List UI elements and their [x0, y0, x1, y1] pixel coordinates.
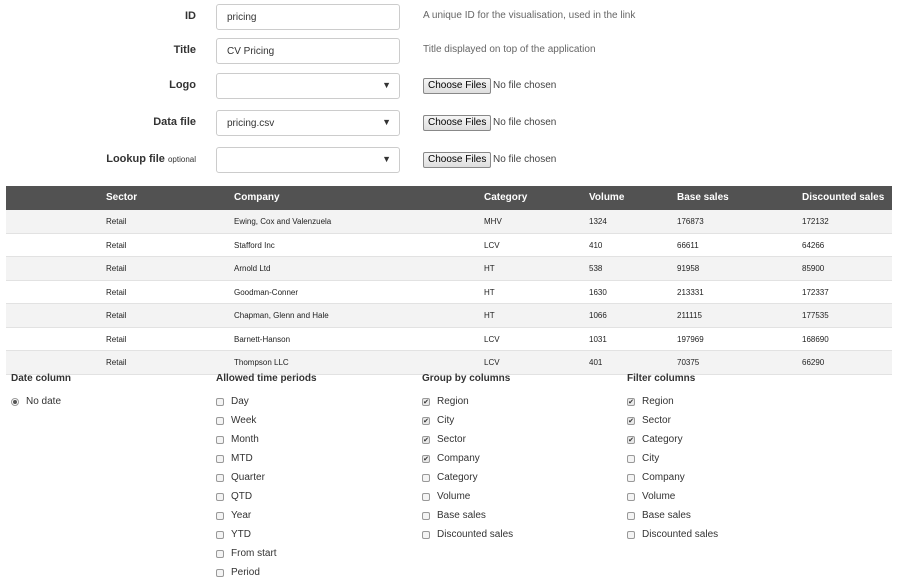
- title-row: [0, 38, 914, 64]
- cell-sector: Retail: [106, 240, 127, 250]
- logo-select[interactable]: [216, 73, 400, 99]
- group-by-heading: Group by columns: [422, 373, 511, 384]
- title-input[interactable]: [216, 38, 400, 64]
- time-period-qtd[interactable]: [216, 491, 317, 510]
- date-option-no-date[interactable]: [11, 396, 71, 415]
- time-period-label: Year: [231, 510, 252, 521]
- cell-volume: 1324: [589, 217, 607, 226]
- checkbox-icon[interactable]: [216, 550, 224, 558]
- header-volume: Volume: [589, 192, 625, 203]
- time-period-label: QTD: [231, 491, 253, 502]
- cell-sector: Retail: [106, 358, 127, 367]
- cell-category: LCV: [484, 334, 500, 344]
- filter-region[interactable]: [627, 396, 718, 415]
- checkbox-icon[interactable]: [216, 417, 224, 425]
- table-row: [6, 210, 892, 234]
- cell-sector: Retail: [106, 217, 127, 226]
- checkbox-icon[interactable]: [216, 531, 224, 539]
- table-body: [6, 210, 892, 375]
- group-by-city[interactable]: [422, 415, 513, 434]
- checkbox-icon[interactable]: [627, 455, 635, 463]
- filter-category[interactable]: [627, 434, 718, 453]
- group-by-sector[interactable]: [422, 434, 513, 453]
- table-header: [6, 186, 892, 210]
- cell-base-sales: 197969: [677, 334, 704, 344]
- group-by-volume[interactable]: [422, 491, 513, 510]
- time-periods-heading: Allowed time periods: [216, 373, 317, 384]
- data-file-label: Data file: [153, 116, 196, 128]
- time-period-label: YTD: [231, 529, 251, 540]
- group-by-section: [422, 373, 513, 548]
- title-label: Title: [173, 44, 196, 56]
- data-file-select[interactable]: [216, 110, 400, 136]
- checkbox-icon[interactable]: [627, 531, 635, 539]
- id-row: [0, 4, 914, 30]
- checkmark-icon[interactable]: ✔: [628, 418, 634, 425]
- group-by-label: Volume: [437, 491, 471, 502]
- time-period-ytd[interactable]: [216, 529, 317, 548]
- group-by-label: Base sales: [437, 510, 486, 521]
- id-label: ID: [185, 10, 196, 22]
- table-row: [6, 234, 892, 258]
- caret-down-icon: ▼: [382, 154, 391, 164]
- group-by-label: Discounted sales: [437, 529, 514, 540]
- checkbox-icon[interactable]: [216, 436, 224, 444]
- header-company: Company: [234, 192, 280, 203]
- time-period-mtd[interactable]: [216, 453, 317, 472]
- checkmark-icon[interactable]: ✔: [423, 456, 429, 463]
- cell-category: HT: [484, 311, 495, 320]
- checkbox-icon[interactable]: [216, 493, 224, 501]
- filter-label: Volume: [642, 491, 676, 502]
- group-by-label: City: [437, 415, 455, 426]
- time-period-month[interactable]: [216, 434, 317, 453]
- logo-row: [0, 73, 914, 99]
- date-column-heading: Date column: [11, 373, 72, 384]
- caret-down-icon: ▼: [382, 80, 391, 90]
- filter-discounted-sales[interactable]: [627, 529, 718, 548]
- group-by-label: Region: [437, 396, 469, 407]
- cell-base-sales: 91958: [677, 264, 700, 273]
- header-discounted-sales: Discounted sales: [802, 192, 885, 203]
- group-by-category[interactable]: [422, 472, 513, 491]
- table-row: [6, 257, 892, 281]
- time-period-label: Day: [231, 396, 249, 407]
- cell-discounted-sales: 64266: [802, 240, 825, 250]
- data-preview-table[interactable]: [6, 186, 892, 367]
- filter-label: Sector: [642, 415, 671, 426]
- lookup-file-row: [0, 147, 914, 173]
- cell-volume: 401: [589, 358, 603, 367]
- logo-label: Logo: [169, 79, 196, 91]
- cell-company: Arnold Ltd: [234, 264, 271, 273]
- group-by-label: Company: [437, 453, 480, 464]
- cell-category: HT: [484, 264, 495, 273]
- checkbox-icon[interactable]: [627, 512, 635, 520]
- time-period-label: Quarter: [231, 472, 265, 483]
- radio-selected-icon[interactable]: [11, 398, 19, 406]
- time-periods-section: [216, 373, 317, 586]
- cell-category: HT: [484, 287, 495, 297]
- filter-label: Region: [642, 396, 674, 407]
- cell-company: Chapman, Glenn and Hale: [234, 311, 329, 320]
- id-input[interactable]: [216, 4, 400, 30]
- checkbox-icon[interactable]: [627, 474, 635, 482]
- date-column-section: [11, 373, 71, 415]
- logo-file-status: No file chosen: [493, 80, 557, 91]
- checkbox-icon[interactable]: [216, 455, 224, 463]
- table-row: [6, 281, 892, 305]
- time-period-quarter[interactable]: [216, 472, 317, 491]
- lookup-file-label: [106, 153, 196, 165]
- checkbox-icon[interactable]: [422, 531, 430, 539]
- caret-down-icon: ▼: [382, 117, 391, 127]
- cell-base-sales: 70375: [677, 358, 700, 367]
- checkmark-icon[interactable]: ✔: [423, 418, 429, 425]
- time-period-label: From start: [231, 548, 277, 559]
- id-help-text: A unique ID for the visualisation, used in the link: [423, 10, 636, 21]
- cell-discounted-sales: 172132: [802, 217, 829, 226]
- checkbox-icon[interactable]: [422, 493, 430, 501]
- group-by-label: Category: [437, 472, 478, 483]
- cell-sector: Retail: [106, 264, 127, 273]
- cell-base-sales: 213331: [677, 287, 704, 297]
- checkmark-icon[interactable]: ✔: [423, 399, 429, 406]
- cell-discounted-sales: 168690: [802, 334, 829, 344]
- data-file-status: No file chosen: [493, 117, 557, 128]
- cell-volume: 1031: [589, 334, 607, 344]
- optional-tag: optional: [167, 155, 196, 164]
- filter-sector[interactable]: [627, 415, 718, 434]
- table-row: [6, 328, 892, 352]
- logo-choose-files-button[interactable]: Choose Files: [423, 78, 491, 94]
- cell-volume: 1066: [589, 311, 607, 320]
- cell-company: Thompson LLC: [234, 358, 289, 367]
- time-period-from-start[interactable]: [216, 548, 317, 567]
- checkmark-icon[interactable]: ✔: [628, 437, 634, 444]
- table-row: [6, 304, 892, 328]
- filter-label: City: [642, 453, 660, 464]
- time-period-label: Period: [231, 567, 260, 578]
- cell-category: LCV: [484, 240, 500, 250]
- lookup-file-status: No file chosen: [493, 154, 557, 165]
- cell-volume: 538: [589, 264, 603, 273]
- date-option-label: No date: [26, 396, 62, 407]
- time-period-day[interactable]: [216, 396, 317, 415]
- checkbox-icon[interactable]: [422, 474, 430, 482]
- time-period-label: Week: [231, 415, 257, 426]
- cell-volume: 1630: [589, 287, 607, 297]
- group-by-base-sales[interactable]: [422, 510, 513, 529]
- group-by-region[interactable]: [422, 396, 513, 415]
- checkbox-icon[interactable]: [627, 493, 635, 501]
- filter-label: Company: [642, 472, 685, 483]
- group-by-discounted-sales[interactable]: [422, 529, 513, 548]
- header-sector: Sector: [106, 192, 138, 203]
- cell-category: MHV: [484, 217, 502, 226]
- cell-discounted-sales: 177535: [802, 311, 829, 320]
- time-period-week[interactable]: [216, 415, 317, 434]
- time-period-period[interactable]: [216, 567, 317, 586]
- header-category: Category: [484, 192, 528, 203]
- title-help-text: Title displayed on top of the application: [423, 44, 596, 55]
- filter-heading: Filter columns: [627, 373, 696, 384]
- checkbox-icon[interactable]: [216, 474, 224, 482]
- cell-category: LCV: [484, 358, 500, 367]
- cell-volume: 410: [589, 240, 603, 250]
- group-by-label: Sector: [437, 434, 466, 445]
- cell-base-sales: 176873: [677, 217, 704, 226]
- filter-section: [627, 373, 718, 548]
- filter-volume[interactable]: [627, 491, 718, 510]
- cell-discounted-sales: 85900: [802, 264, 825, 273]
- header-base-sales: Base sales: [677, 192, 729, 203]
- lookup-file-select[interactable]: [216, 147, 400, 173]
- filter-label: Category: [642, 434, 683, 445]
- filter-base-sales[interactable]: [627, 510, 718, 529]
- checkbox-icon[interactable]: [216, 512, 224, 520]
- cell-sector: Retail: [106, 287, 127, 297]
- time-period-year[interactable]: [216, 510, 317, 529]
- cell-discounted-sales: 172337: [802, 287, 829, 297]
- data-file-select-value: pricing.csv: [227, 118, 275, 129]
- data-file-choose-files-button[interactable]: Choose Files: [423, 115, 491, 131]
- data-file-row: [0, 110, 914, 136]
- cell-base-sales: 211115: [677, 311, 702, 320]
- checkbox-icon[interactable]: [216, 398, 224, 406]
- checkmark-icon[interactable]: ✔: [423, 437, 429, 444]
- cell-company: Stafford Inc: [234, 240, 275, 250]
- cell-company: Goodman-Conner: [234, 287, 299, 297]
- cell-company: Ewing, Cox and Valenzuela: [234, 217, 332, 226]
- time-period-label: MTD: [231, 453, 253, 464]
- cell-sector: Retail: [106, 334, 127, 344]
- checkbox-icon[interactable]: [422, 512, 430, 520]
- checkmark-icon[interactable]: ✔: [628, 399, 634, 406]
- cell-company: Barnett-Hanson: [234, 334, 291, 344]
- lookup-file-choose-files-button[interactable]: Choose Files: [423, 152, 491, 168]
- cell-base-sales: 66611: [677, 240, 699, 250]
- table-row: [6, 351, 892, 375]
- filter-label: Discounted sales: [642, 529, 719, 540]
- time-period-label: Month: [231, 434, 259, 445]
- filter-city[interactable]: [627, 453, 718, 472]
- checkbox-icon[interactable]: [216, 569, 224, 577]
- cell-sector: Retail: [106, 311, 127, 320]
- lookup-file-label-text: Lookup file: [106, 153, 165, 165]
- filter-company[interactable]: [627, 472, 718, 491]
- cell-discounted-sales: 66290: [802, 358, 825, 367]
- filter-label: Base sales: [642, 510, 691, 521]
- group-by-company[interactable]: [422, 453, 513, 472]
